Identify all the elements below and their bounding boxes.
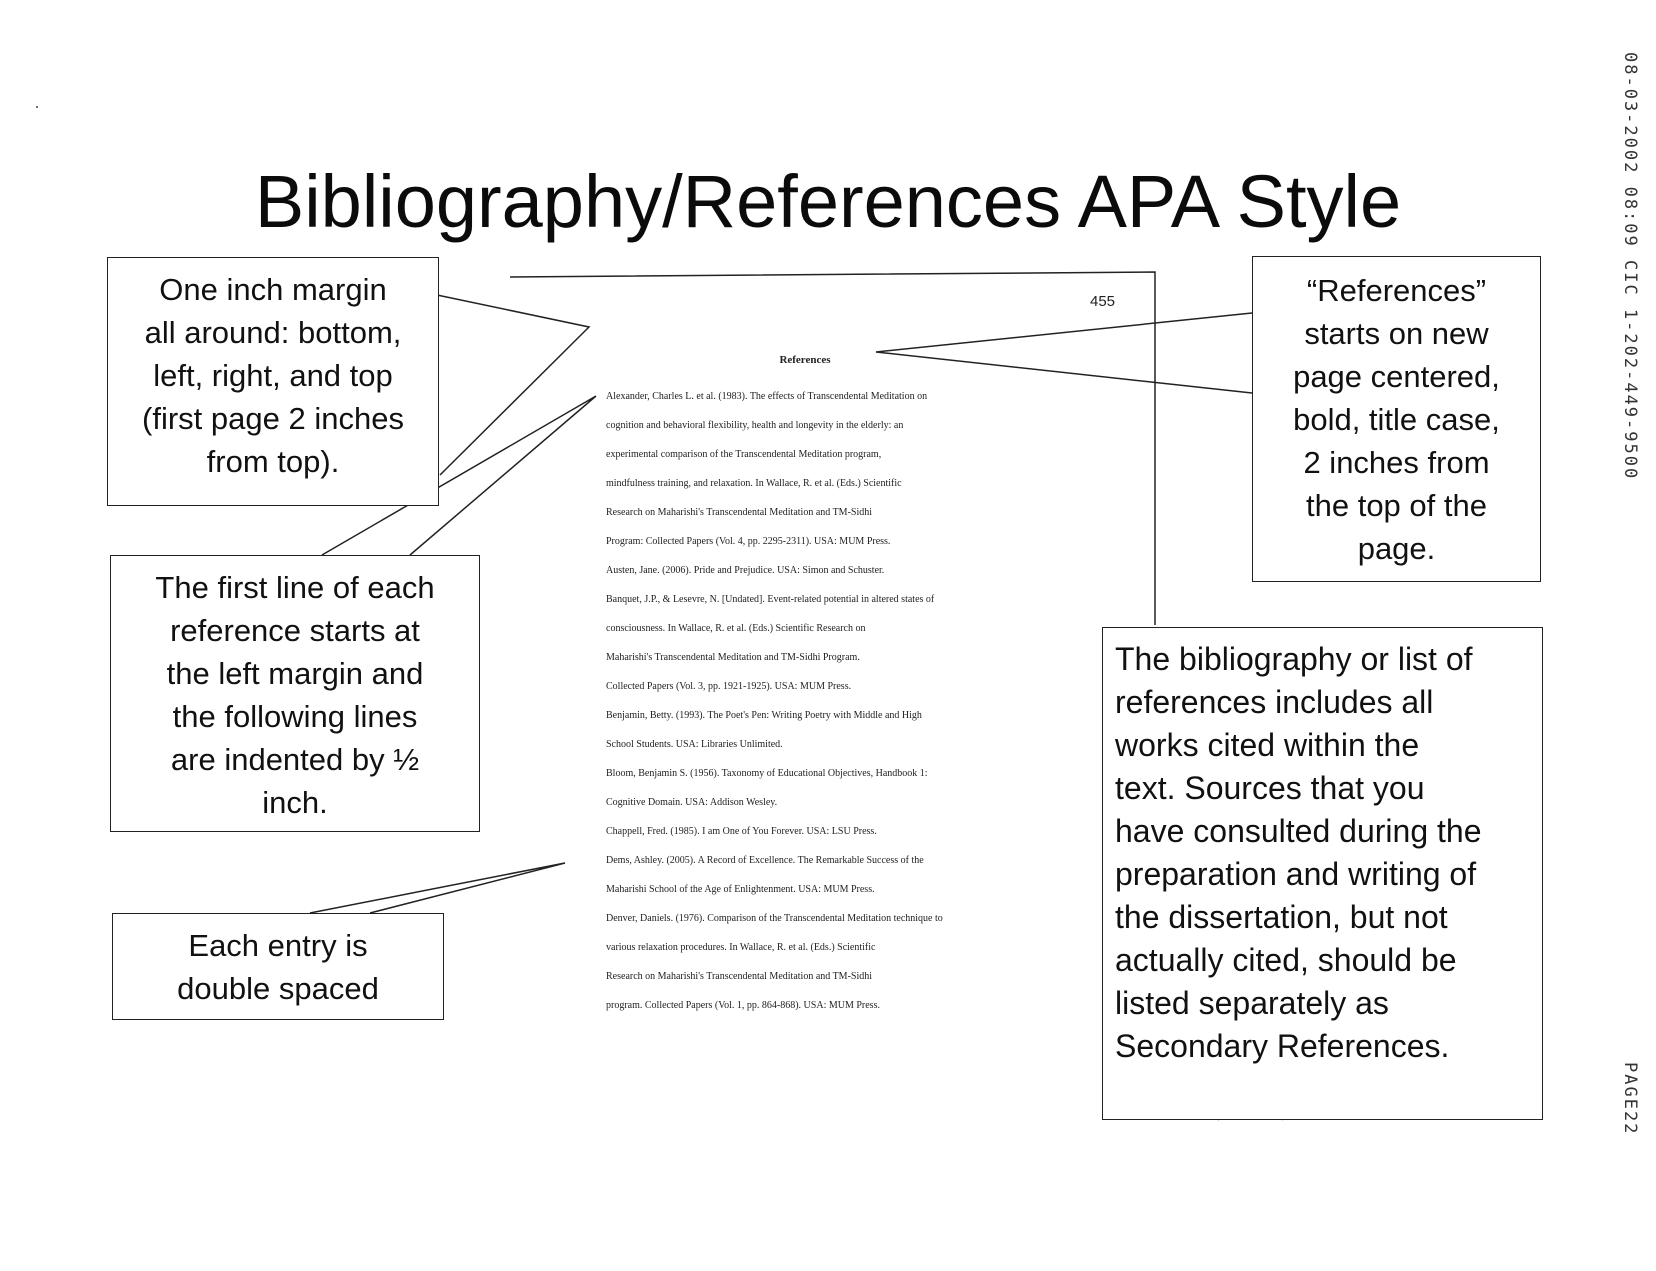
scope-callout	[1102, 627, 1543, 1120]
reference-line: Research on Maharishi's Transcendental Meditation and TM-Sidhi	[606, 971, 873, 982]
heading-callout	[1252, 256, 1541, 582]
reference-line: Bloom, Benjamin S. (1956). Taxonomy of Educational Objectives, Handbook 1:	[606, 768, 928, 779]
sample-references-heading: References	[779, 354, 831, 366]
spacing-callout	[112, 913, 444, 1020]
reference-line: program. Collected Papers (Vol. 1, pp. 864-868). USA: MUM Press.	[606, 1000, 880, 1011]
reference-line: Benjamin, Betty. (1993). The Poet's Pen: Writing Poetry with Middle and High	[606, 710, 922, 721]
spacing-callout-text: Each entry is double spaced	[177, 928, 379, 1006]
reference-line: School Students. USA: Libraries Unlimited.	[606, 739, 783, 750]
reference-line: Denver, Daniels. (1976). Comparison of the Transcendental Meditation technique to	[606, 913, 943, 924]
scope-callout-text: The bibliography or list of references includes all works cited within the text. Sources that you have consulted during the preparation and writing of the dissertation, but not actually cited, should be listed separately as Secondary References.	[1115, 641, 1482, 1064]
reference-line: Maharishi's Transcendental Meditation and TM-Sidhi Program.	[606, 652, 860, 663]
scan-speck	[36, 106, 38, 108]
margin-pointer	[437, 295, 589, 475]
page-title: Bibliography/References APA Style	[254, 160, 1402, 243]
reference-line: various relaxation procedures. In Wallace, R. et al. (Eds.) Scientific	[606, 942, 876, 953]
spacing-pointer	[310, 863, 565, 913]
reference-line: Austen, Jane. (2006). Pride and Prejudice. USA: Simon and Schuster.	[606, 565, 885, 576]
fax-header: 08-03-2002 08:09 CIC 1-202-449-9500	[1620, 52, 1640, 481]
reference-line: Banquet, J.P., & Lesevre, N. [Undated]. Event-related potential in altered states of	[606, 594, 935, 605]
reference-line: Alexander, Charles L. et al. (1983). The effects of Transcendental Meditation on	[606, 391, 928, 402]
reference-line: Maharishi School of the Age of Enlightenment. USA: MUM Press.	[606, 884, 875, 895]
indent-callout-text: The first line of each reference starts at the left margin and the following lines are indented by ½ inch.	[155, 570, 435, 820]
reference-line: experimental comparison of the Transcendental Meditation program,	[606, 449, 882, 460]
fax-page-label: PAGE22	[1620, 1062, 1640, 1136]
indent-callout	[110, 555, 480, 832]
reference-line: Program: Collected Papers (Vol. 4, pp. 2295-2311). USA: MUM Press.	[606, 536, 891, 547]
reference-line: Chappell, Fred. (1985). I am One of You Forever. USA: LSU Press.	[606, 826, 877, 837]
reference-line: consciousness. In Wallace, R. et al. (Eds.) Scientific Research on	[606, 623, 866, 634]
reference-line: mindfulness training, and relaxation. In Wallace, R. et al. (Eds.) Scientific	[606, 478, 902, 489]
heading-pointer	[876, 313, 1252, 393]
reference-line: Collected Papers (Vol. 3, pp. 1921-1925). USA: MUM Press.	[606, 681, 852, 692]
reference-line: Cognitive Domain. USA: Addison Wesley.	[606, 797, 778, 808]
reference-line: Research on Maharishi's Transcendental Meditation and TM-Sidhi	[606, 507, 873, 518]
reference-line: Dems, Ashley. (2005). A Record of Excellence. The Remarkable Success of the	[606, 855, 924, 866]
margin-callout	[107, 257, 439, 506]
heading-callout-text: “References” starts on new page centered, bold, title case, 2 inches from the top of the page.	[1293, 273, 1500, 566]
reference-line: cognition and behavioral flexibility, health and longevity in the elderly: an	[606, 420, 904, 431]
margin-callout-text: One inch margin all around: bottom, left, right, and top (first page 2 inches from top).	[142, 272, 404, 479]
sample-page-number: 455	[1090, 293, 1116, 310]
